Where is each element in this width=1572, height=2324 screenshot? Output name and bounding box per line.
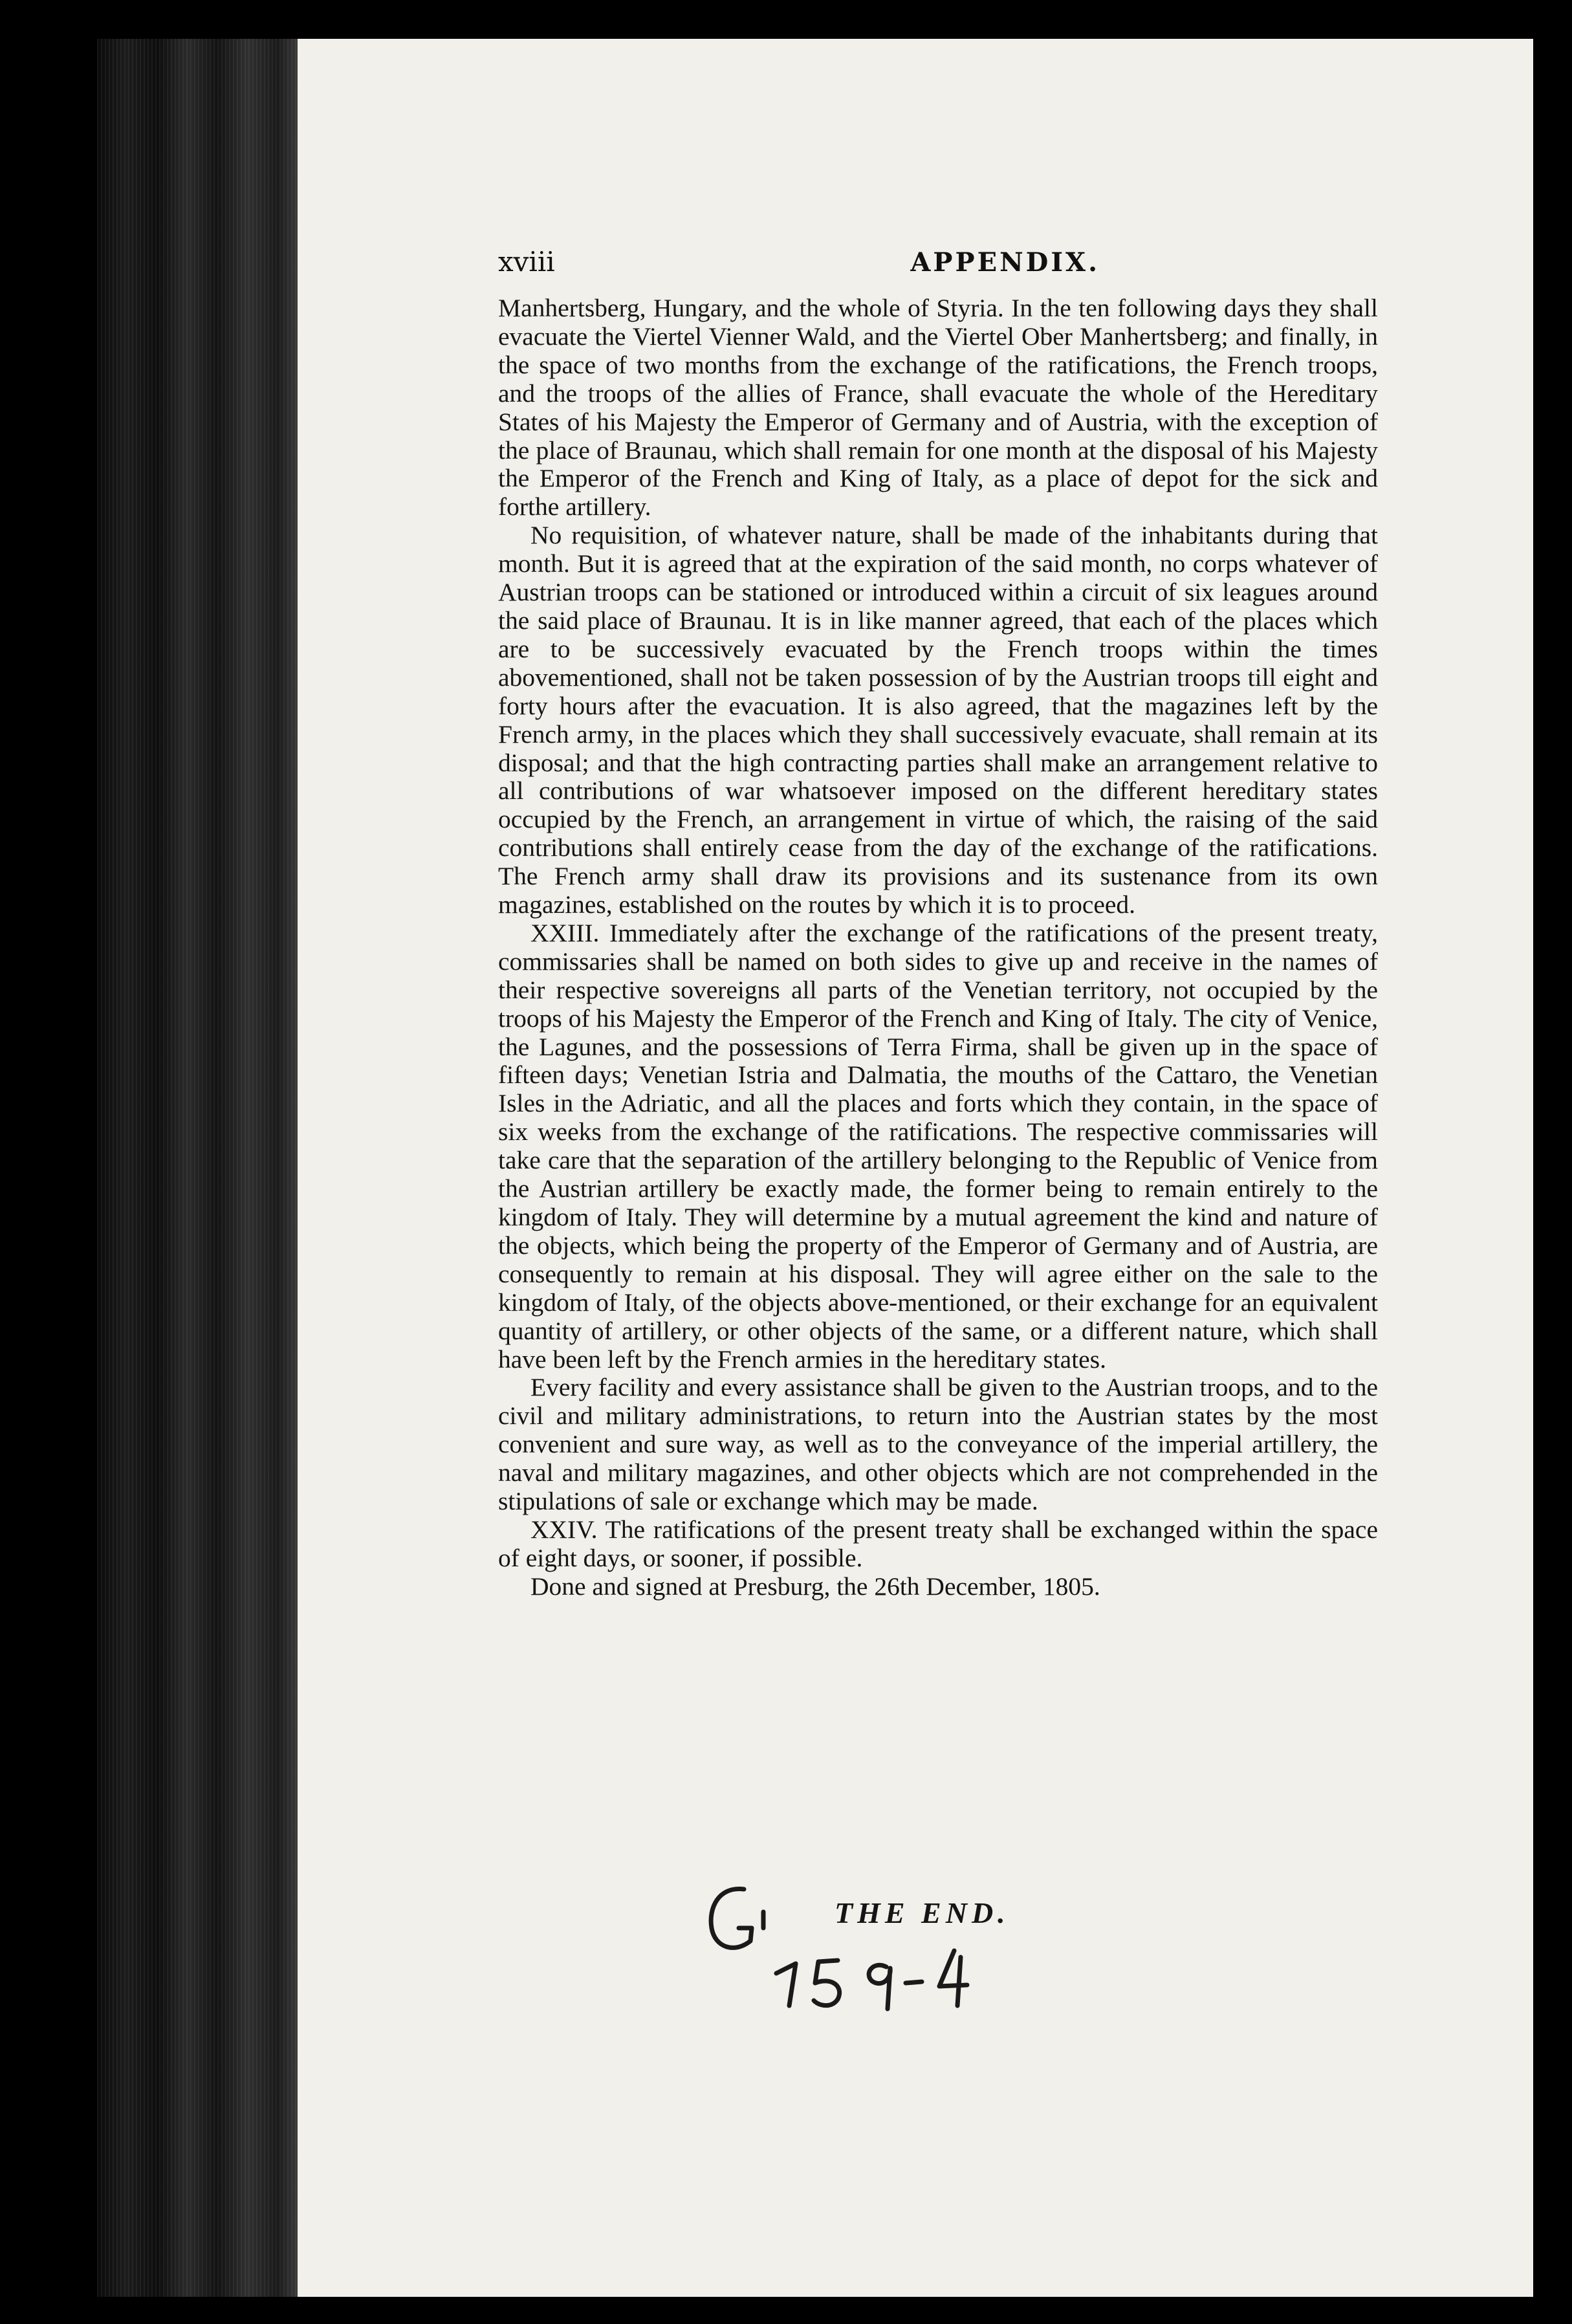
page-number: xviii	[498, 246, 555, 278]
article-xxiv: XXIV. The ratifications of the present treaty shall be exchanged within the space of eight days, or sooner, if possible.	[498, 1515, 1378, 1572]
paragraph-continued: Manhertsberg, Hungary, and the whole of Styria. In the ten following days they shall evacuate the Viertel Vienner Wald, and the Viertel Ober Manhertsberg; and finally, in the space of two months from the exchange of the ratifications, the French troops, and the troops of the allies of France, shall evacuate the whole of the Hereditary States of his Majesty the Emperor of Germany and of Austria, with the exception of the place of Braunau, which shall remain for one month at the disposal of his Majesty the Emperor of the French and King of Italy, as a place of depot for the sick and forthe artillery.	[498, 294, 1378, 521]
body-text	[498, 294, 1378, 1601]
handwritten-annotation	[699, 1876, 1035, 2025]
running-title: APPENDIX.	[910, 247, 1100, 278]
page-header	[498, 246, 1378, 285]
signing-line: Done and signed at Presburg, the 26th December, 1805.	[530, 1572, 1100, 1601]
paragraph-facility: Every facility and every assistance shall be given to the Austrian troops, and to the civil and military administrations, to return into the Austrian states by the most convenient and sure way, as well as to the conveyance of the imperial artillery, the naval and military magazines, and other objects which are not comprehended in the stipulations of sale or exchange which may be made.	[498, 1373, 1378, 1516]
book-page-edges	[97, 39, 298, 2297]
the-end-label: THE END.	[835, 1896, 1010, 1929]
paragraph-requisition: No requisition, of whatever nature, shall be made of the inhabitants during that month. But it is agreed that at the expiration of the said month, no corps whatever of Austrian troops can be stationed or introduced within a circuit of six leagues around the said place of Braunau. It is in like manner agreed, that each of the places which are to be successively evacuated by the French troops within the times abovementioned, shall not be taken possession of by the Austrian troops till eight and forty hours after the evacuation. It is also agreed, that the magazines left by the French army, in the places which they shall successively evacuate, shall remain at its disposal; and that the high contracting parties shall make an arrangement relative to all contributions of war whatsoever imposed on the different hereditary states occupied by the French, an arrangement in virtue of which, the raising of the said contributions shall entirely cease from the day of the exchange of the ratifications. The French army shall draw its provisions and its sustenance from its own magazines, established on the routes by which it is to proceed.	[498, 521, 1378, 919]
article-xxiii: XXIII. Immediately after the exchange of the ratifications of the present treaty, commissaries shall be named on both sides to give up and receive in the names of their respective sovereigns all parts of the Venetian territory, not occupied by the troops of his Majesty the Emperor of the French and King of Italy. The city of Venice, the Lagunes, and the possessions of Terra Firma, shall be given up in the space of fifteen days; Venetian Istria and Dalmatia, the mouths of the Cattaro, the Venetian Isles in the Adriatic, and all the places and forts which they contain, in the space of six weeks from the exchange of the ratifications. The respective commissaries will take care that the separation of the artillery belonging to the Republic of Venice from the Austrian artillery be exactly made, the former being to remain entirely to the kingdom of Italy. They will determine by a mutual agreement the kind and nature of the objects, which being the property of the Emperor of Germany and of Austria, are consequently to remain at his disposal. They will agree either on the sale to the kingdom of Italy, of the objects above-mentioned, or their exchange for an equivalent quantity of artillery, or other objects of the same, or a different nature, which shall have been left by the French armies in the hereditary states.	[498, 918, 1378, 1374]
